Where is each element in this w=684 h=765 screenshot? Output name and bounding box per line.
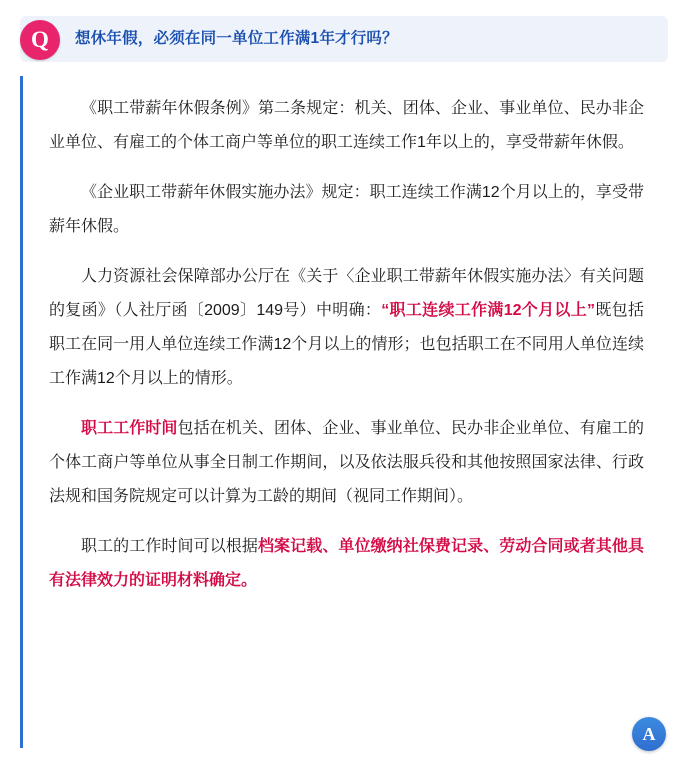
- paragraph: [49, 260, 644, 396]
- question-title: 想休年假，必须在同一单位工作满1年才行吗？: [75, 29, 398, 47]
- question-header: [20, 16, 668, 62]
- body-text: 既包括职工在同一用人单位连续工作满12个月以上的情形；也包括职工在不同用人单位连续工作满12个月以上的情形。: [49, 302, 644, 387]
- paragraph: [49, 412, 644, 514]
- answer-body: [20, 76, 668, 748]
- paragraph: [49, 92, 644, 160]
- body-text: 人力资源社会保障部办公厅在《关于〈企业职工带薪年休假实施办法〉有关问题的复函》（人社厅函〔2009〕149号）中明确：: [49, 268, 644, 319]
- question-badge-icon: Q: [20, 20, 60, 60]
- body-text: 《职工带薪年休假条例》第二条规定：机关、团体、企业、事业单位、民办非企业单位、有雇工的个体工商户等单位的职工连续工作1年以上的，享受带薪年休假。: [49, 100, 644, 151]
- highlighted-text: 职工工作时间: [81, 420, 178, 437]
- body-text: 职工的工作时间可以根据: [81, 538, 258, 555]
- paragraph: [49, 176, 644, 244]
- paragraph: [49, 530, 644, 598]
- answer-badge-icon: A: [632, 717, 666, 751]
- body-text: 包括在机关、团体、企业、事业单位、民办非企业单位、有雇工的个体工商户等单位从事全日制工作期间，以及依法服兵役和其他按照国家法律、行政法规和国务院规定可以计算为工龄的期间（视同工作期间）。: [49, 420, 644, 505]
- body-text: 《企业职工带薪年休假实施办法》规定：职工连续工作满12个月以上的，享受带薪年休假。: [49, 184, 644, 235]
- highlighted-text: 档案记载、单位缴纳社保费记录、劳动合同或者其他具有法律效力的证明材料确定。: [49, 538, 644, 589]
- highlighted-text: “职工连续工作满12个月以上”: [381, 302, 596, 319]
